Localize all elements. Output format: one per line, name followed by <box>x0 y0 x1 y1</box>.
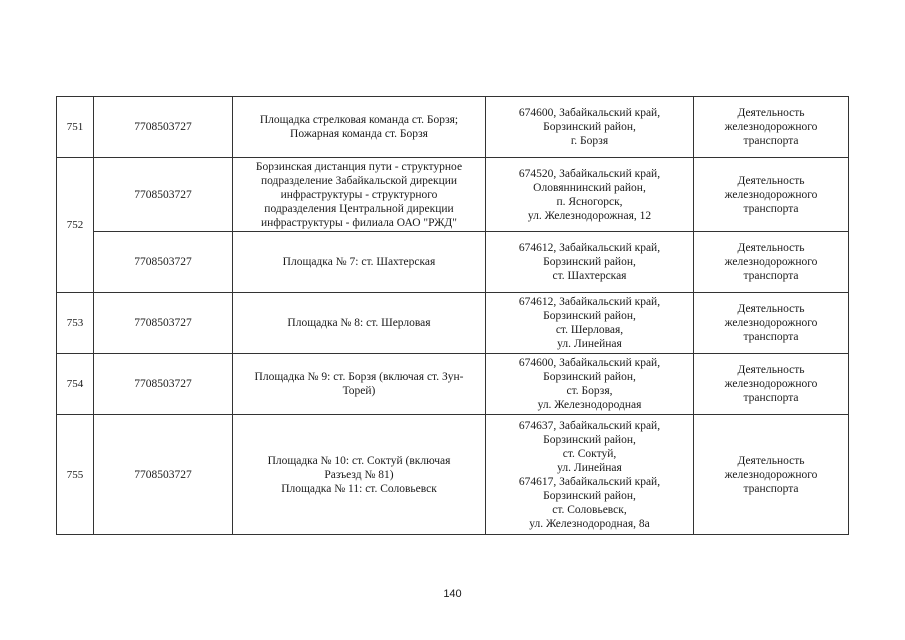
site-name-line: Площадка стрелковая команда ст. Борзя; <box>259 114 459 126</box>
address-line: п. Ясногорск, <box>556 195 623 208</box>
activity-cell <box>694 232 849 293</box>
site-name-cell <box>233 158 486 232</box>
row-number-cell: 752 <box>57 158 94 293</box>
site-name-cell <box>233 97 486 158</box>
site-name-cell <box>233 293 486 354</box>
address-line: г. Борзя <box>570 135 609 147</box>
address-line: Борзинский район, <box>543 433 636 446</box>
address-line: Оловяннинский район, <box>533 181 646 194</box>
site-name-line: подразделение Забайкальской дирекции <box>260 174 458 187</box>
address-line: ст. Шерловая, <box>555 324 624 336</box>
activity-line: транспорта <box>743 270 799 282</box>
site-name-line: Площадка № 9: ст. Борзя (включая ст. Зун- <box>254 371 464 383</box>
site-name-line: Площадка № 7: ст. Шахтерская <box>282 256 436 268</box>
activity-line: транспорта <box>743 331 799 343</box>
registry-table <box>56 96 849 535</box>
activity-line: транспорта <box>743 392 799 404</box>
activity-line: транспорта <box>743 482 799 495</box>
address-line: ул. Линейная <box>557 338 622 350</box>
activity-line: Деятельность <box>737 242 805 254</box>
inn-cell: 7708503727 <box>94 354 233 415</box>
site-name-cell <box>233 232 486 293</box>
address-cell <box>486 232 694 293</box>
activity-line: Деятельность <box>737 107 805 119</box>
address-line: 674637, Забайкальский край, <box>518 419 661 432</box>
address-line: ст. Соктуй, <box>562 447 617 460</box>
activity-cell <box>694 293 849 354</box>
activity-line: железнодорожного <box>724 256 818 268</box>
site-name-line: Площадка № 11: ст. Соловьевск <box>281 482 437 495</box>
activity-cell <box>694 97 849 158</box>
address-line: 674612, Забайкальский край, <box>518 242 661 254</box>
address-line: 674600, Забайкальский край, <box>518 357 661 369</box>
address-line: ст. Борзя, <box>566 385 613 397</box>
activity-line: Деятельность <box>737 364 805 376</box>
inn-cell: 7708503727 <box>94 97 233 158</box>
site-name-line: Площадка № 10: ст. Соктуй (включая <box>267 454 451 467</box>
row-number-cell: 751 <box>57 97 94 158</box>
site-name-line: инфраструктуры - филиала ОАО "РЖД" <box>261 216 457 229</box>
address-line: Борзинский район, <box>543 489 636 502</box>
address-line: Борзинский район, <box>543 256 636 268</box>
address-line: ул. Линейная <box>557 461 622 474</box>
site-name-line: Пожарная команда ст. Борзя <box>290 128 428 140</box>
inn-cell: 7708503727 <box>94 232 233 293</box>
inn-cell: 7708503727 <box>94 415 233 535</box>
activity-cell <box>694 158 849 232</box>
table-row <box>57 415 849 535</box>
site-name-cell <box>233 415 486 535</box>
activity-line: транспорта <box>743 202 799 215</box>
table-row <box>57 97 849 158</box>
row-number-cell: 755 <box>57 415 94 535</box>
address-cell <box>486 354 694 415</box>
row-number-cell: 754 <box>57 354 94 415</box>
address-line: Борзинский район, <box>543 310 636 322</box>
address-line: Борзинский район, <box>543 371 636 383</box>
site-name-line: Торей) <box>342 385 376 397</box>
activity-cell <box>694 415 849 535</box>
address-line: ул. Железнодородная, 8а <box>529 517 650 530</box>
address-line: 674600, Забайкальский край, <box>518 107 661 119</box>
inn-cell: 7708503727 <box>94 293 233 354</box>
table-row <box>57 232 849 293</box>
activity-line: транспорта <box>743 135 799 147</box>
activity-line: железнодорожного <box>724 378 818 390</box>
address-line: ул. Железнодорожная, 12 <box>527 209 652 222</box>
table-row <box>57 158 849 232</box>
address-cell <box>486 158 694 232</box>
address-line: ст. Шахтерская <box>552 270 627 282</box>
site-name-cell <box>233 354 486 415</box>
address-line: 674612, Забайкальский край, <box>518 296 661 308</box>
address-line: ул. Железнодородная <box>537 399 642 411</box>
activity-line: Деятельность <box>737 174 805 187</box>
table-row <box>57 354 849 415</box>
page-number: 140 <box>443 588 462 600</box>
address-cell <box>486 293 694 354</box>
row-number-cell: 753 <box>57 293 94 354</box>
address-line: Борзинский район, <box>543 121 636 133</box>
site-name-line: Площадка № 8: ст. Шерловая <box>287 317 431 329</box>
activity-line: железнодорожного <box>724 468 818 481</box>
activity-line: Деятельность <box>737 303 805 315</box>
activity-line: железнодорожного <box>724 188 818 201</box>
table-row <box>57 293 849 354</box>
site-name-line: инфраструктуры - структурного <box>280 188 438 201</box>
site-name-line: подразделения Центральной дирекции <box>264 202 454 215</box>
activity-line: железнодорожного <box>724 317 818 329</box>
activity-cell <box>694 354 849 415</box>
address-line: ст. Соловьевск, <box>552 503 627 516</box>
activity-line: Деятельность <box>737 454 805 467</box>
address-line: 674520, Забайкальский край, <box>518 167 661 180</box>
activity-line: железнодорожного <box>724 121 818 133</box>
inn-cell: 7708503727 <box>94 158 233 232</box>
site-name-line: Борзинская дистанция пути - структурное <box>255 160 463 173</box>
site-name-line: Разъезд № 81) <box>324 468 394 481</box>
address-cell <box>486 97 694 158</box>
address-cell <box>486 415 694 535</box>
address-line: 674617, Забайкальский край, <box>518 475 661 488</box>
